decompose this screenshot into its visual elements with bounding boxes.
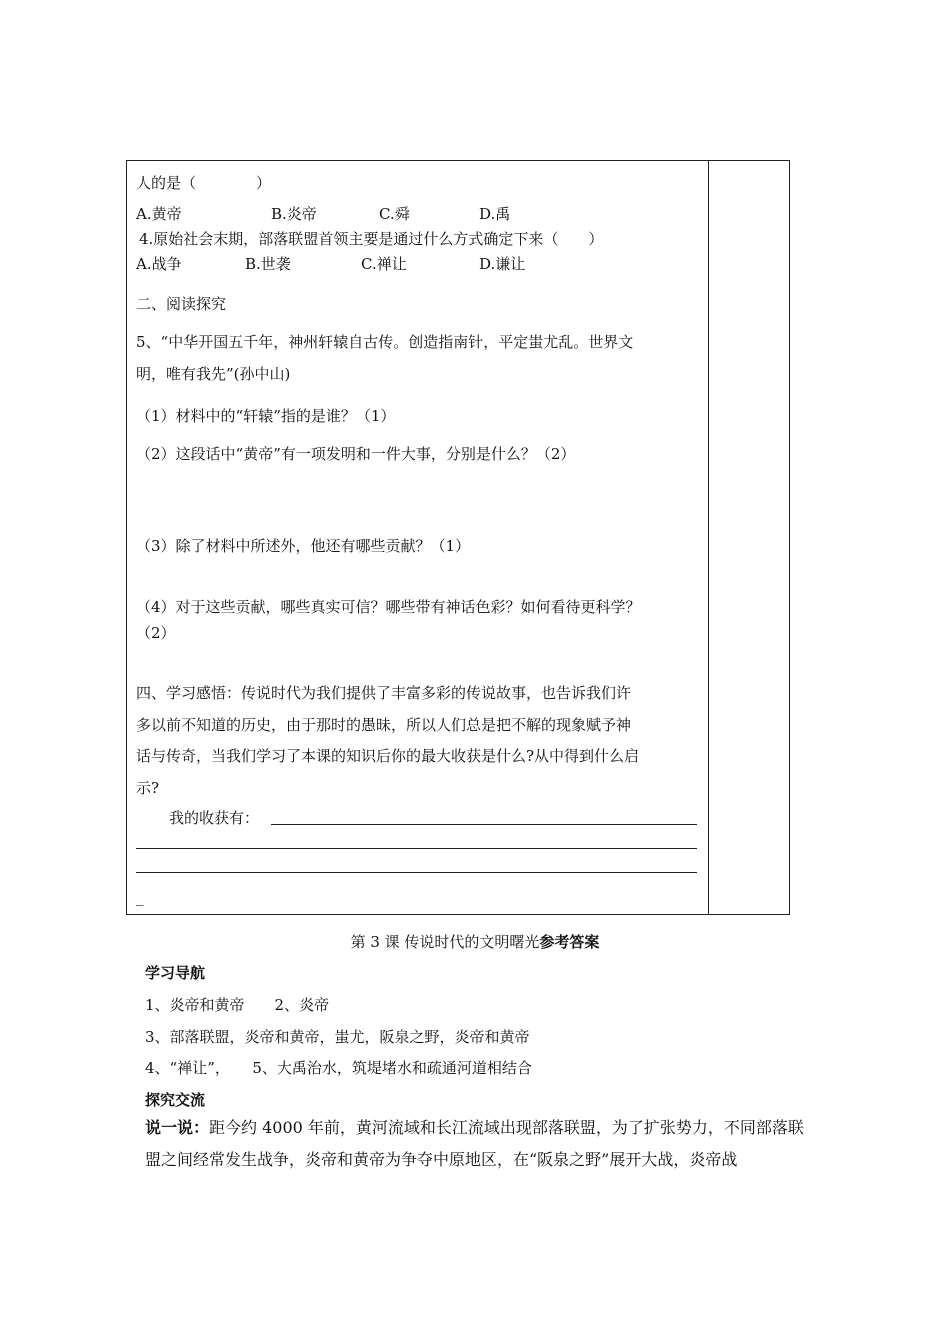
q4-option-d: D.谦让 xyxy=(479,255,526,273)
answer-line-1: 1、炎帝和黄帝 2、炎帝 xyxy=(145,996,330,1014)
say-paragraph xyxy=(145,1112,813,1176)
sub-question-2: （2）这段话中“黄帝”有一项发明和一件大事，分别是什么？（2） xyxy=(136,445,576,463)
question-5-line-1: 5、“中华开国五千年，神州轩辕自古传。创造指南针，平定蚩尤乱。世界文 xyxy=(136,333,634,351)
say-label: 说一说： xyxy=(145,1118,210,1137)
trailing-underscore: _ xyxy=(136,888,144,906)
worksheet-table xyxy=(126,160,790,915)
section-4-line-4: 示? xyxy=(136,779,160,797)
q4-option-b: B.世袭 xyxy=(245,255,291,273)
question-5-line-2: 明，唯有我先”(孙中山) xyxy=(136,365,291,383)
harvest-label: 我的收获有： xyxy=(169,809,260,827)
sub-question-3: （3）除了材料中所述外，他还有哪些贡献？（1） xyxy=(136,537,471,555)
sub-question-1: （1）材料中的“轩辕”指的是谁？（1） xyxy=(136,407,396,425)
q3-option-a: A.黄帝 xyxy=(136,205,182,223)
caption-answer-key: 参考答案 xyxy=(539,933,600,951)
q4-option-c: C.禅让 xyxy=(361,255,407,273)
sub-question-4-line-1: （4）对于这些贡献，哪些真实可信？哪些带有神话色彩？如何看待更科学？ xyxy=(136,598,641,616)
caption-lesson: 第 3 课 传说时代的文明曙光 xyxy=(350,933,540,951)
nav-section-title: 学习导航 xyxy=(145,964,206,982)
question-4: 4.原始社会末期，部落联盟首领主要是通过什么方式确定下来（ ） xyxy=(139,230,604,248)
answer-line-3: 4、“禅让”， 5、大禹治水，筑堤堵水和疏通河道相结合 xyxy=(145,1059,532,1077)
section-4-line-2: 多以前不知道的历史，由于那时的愚昧，所以人们总是把不解的现象赋予神 xyxy=(136,716,632,734)
answer-line-2: 3、部落联盟，炎帝和黄帝，蚩尤，阪泉之野，炎帝和黄帝 xyxy=(145,1028,530,1046)
table-column-divider xyxy=(708,161,709,914)
q3-option-c: C.舜 xyxy=(379,205,410,223)
section-4-line-1: 四、学习感悟：传说时代为我们提供了丰富多彩的传说故事，也告诉我们许 xyxy=(136,684,632,702)
q4-option-a: A.战争 xyxy=(136,255,182,273)
answer-line-1 xyxy=(271,824,697,825)
q3-option-b: B.炎帝 xyxy=(271,205,317,223)
explore-section-title: 探究交流 xyxy=(145,1091,206,1109)
answer-key-title xyxy=(0,932,950,952)
say-text: 距今约 4000 年前，黄河流域和长江流域出现部落联盟，为了扩张势力，不同部落联盟之间经常发生战争，炎帝和黄帝为争夺中原地区，在“阪泉之野”展开大战，炎帝战 xyxy=(145,1118,804,1169)
answer-line-2 xyxy=(136,848,697,849)
section-4-line-3: 话与传奇，当我们学习了本课的知识后你的最大收获是什么?从中得到什么启 xyxy=(136,747,640,765)
question-3-tail: 人的是（ ） xyxy=(136,174,272,192)
answer-line-3 xyxy=(136,872,697,873)
sub-question-4-line-2: （2） xyxy=(136,624,176,642)
section-2-title: 二、阅读探究 xyxy=(136,295,227,313)
q3-option-d: D.禹 xyxy=(479,205,511,223)
